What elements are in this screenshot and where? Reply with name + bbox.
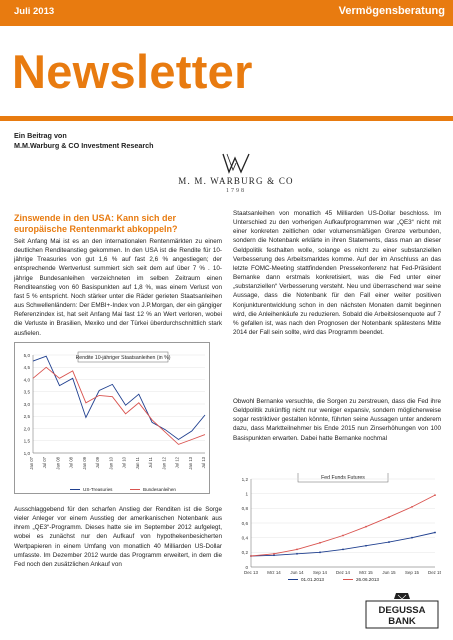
series-point bbox=[365, 526, 367, 528]
x-tick-label: Dec 13 bbox=[244, 570, 258, 575]
series-point bbox=[388, 541, 390, 543]
series-point bbox=[273, 553, 275, 555]
x-tick-label: Jan 13 bbox=[187, 457, 193, 470]
x-tick-label: Jan 07 bbox=[29, 457, 34, 470]
warburg-monogram-icon bbox=[221, 152, 251, 174]
article-left-p2: Ausschlaggebend für den scharfen Anstieg der Renditen ist die Sorge vieler Anleger vor einem Ausstieg der amerikanischen Notenbank aus ihrem „QE3“-Programm. Dieses hatte sie im September 2012 aufgelegt, wobei es zunächst nur den Aufkauf von hypothekenbesicherten Wertpapieren in einem Umfang von monatlich 40 Milliarden US-Dollar umfasste. Im Dezember 2012 wurde das Programm erweitert, in dem die Fed noch den zusätzlichen Ankauf von bbox=[14, 506, 222, 568]
series-point bbox=[250, 555, 252, 557]
page-title: Newsletter bbox=[12, 45, 253, 98]
series-point bbox=[319, 551, 321, 553]
degussa-emblem-icon bbox=[364, 593, 440, 629]
series-point bbox=[296, 549, 298, 551]
series-point bbox=[411, 506, 413, 508]
x-tick-label: Sep 15 bbox=[405, 570, 419, 575]
x-tick-label: Jan 11 bbox=[134, 457, 140, 470]
x-tick-label: Jan 10 bbox=[108, 457, 114, 470]
x-tick-label: Jul 09 bbox=[95, 457, 101, 469]
y-tick-label: 2,0 bbox=[23, 426, 30, 432]
x-tick-label: Jun 14 bbox=[290, 570, 304, 575]
x-tick-label: Jul 07 bbox=[42, 457, 48, 469]
title-rule bbox=[0, 116, 453, 121]
degussa-sub: BANK bbox=[388, 616, 416, 627]
x-tick-label: Jul 13 bbox=[201, 457, 206, 469]
degussa-name: DEGUSSA bbox=[378, 605, 426, 616]
series-point bbox=[296, 553, 298, 555]
logo-name: M. M. WARBURG & CO bbox=[178, 176, 294, 186]
series-point bbox=[319, 542, 321, 544]
section-name: Vermögensberatung bbox=[338, 5, 445, 17]
x-tick-label: Dez 15 bbox=[428, 570, 441, 575]
contribution-line1: Ein Beitrag von bbox=[14, 131, 67, 140]
series-point bbox=[388, 516, 390, 518]
legend-label-1: 26.06.2013 bbox=[356, 577, 379, 582]
yield-chart bbox=[14, 342, 210, 494]
y-tick-label: 1 bbox=[245, 491, 248, 497]
fed-futures-chart-svg bbox=[233, 473, 441, 583]
y-tick-label: 0,6 bbox=[241, 520, 248, 526]
fed-futures-chart bbox=[233, 473, 441, 583]
x-tick-label: Jan 09 bbox=[81, 457, 87, 470]
series-point bbox=[342, 549, 344, 551]
legend-label-0: US-Treasuries bbox=[83, 487, 113, 492]
article-headline: Zinswende in den USA: Kann sich der europäische Rentenmarkt abkoppeln? bbox=[14, 213, 178, 234]
y-tick-label: 0 bbox=[245, 564, 248, 570]
y-tick-label: 0,8 bbox=[241, 506, 248, 512]
y-tick-label: 0,4 bbox=[241, 535, 248, 541]
series-line-0 bbox=[33, 356, 205, 439]
y-tick-label: 1,2 bbox=[241, 476, 248, 482]
x-tick-label: Jan 12 bbox=[161, 457, 167, 470]
legend-label-0: 01.01.2013 bbox=[301, 577, 324, 582]
series-point bbox=[365, 545, 367, 547]
x-tick-label: Mrz 15 bbox=[359, 570, 373, 575]
logo-year: 1798 bbox=[226, 188, 246, 194]
x-tick-label: Jul 11 bbox=[148, 457, 154, 468]
series-point bbox=[434, 494, 436, 496]
y-tick-label: 1,5 bbox=[23, 438, 30, 444]
article-right-p1: Staatsanleihen von monatlich 45 Milliarden US-Dollar beschloss. Im Unterschied zu den vorherigen Aufkaufprogrammen war „QE3“ nicht mit einer konkreten zeitlichen oder volumensmäßigen Grenze verbunden, sondern die Notenbank erklärte in ihren Statements, dass man an dieser Geldpolitik festhalten wolle, solange es nicht zu einer substanziellen Verbesserung des Arbeitsmarktes komme. Auf der im Anschluss an das letzte FOMC-Meeting stattfindenden Pressekonferenz hat Fed-Präsident Bernanke dann erstmals konkretisiert, was die Fed unter einer „substanziellen“ Verbesserung versteht. Neu und überraschend war seine Aussage, dass die Notenbank für den Fall einer weiter positiven Konjunkturentwicklung schon in den nächsten Monaten damit beginnen wird, die Anleihenkäufe zu reduzieren. Sobald die Arbeitslosenquote auf 7 % gefallen ist, was nach den Prognosen der Notenbank spätestens Mitte 2014 der Fall sein sollte, wird das Programm beendet. bbox=[233, 210, 441, 337]
x-tick-label: Sep 14 bbox=[313, 570, 327, 575]
series-line-1 bbox=[33, 367, 205, 444]
contribution bbox=[14, 131, 154, 151]
y-tick-label: 1,0 bbox=[23, 450, 30, 456]
chart-title: Rendite 10-jähriger Staatsanleihen (in %) bbox=[75, 355, 171, 361]
chart-title: Fed Funds Futures bbox=[321, 475, 365, 481]
degussa-logo bbox=[364, 593, 440, 629]
x-tick-label: Jun 15 bbox=[382, 570, 396, 575]
y-tick-label: 5,0 bbox=[23, 352, 30, 358]
y-tick-label: 4,0 bbox=[23, 377, 30, 383]
article-right-p2: Obwohl Bernanke versuchte, die Sorgen zu zerstreuen, dass die Fed ihre Geldpolitik zukünftig nicht nur weniger expansiv, sondern möglicherweise sogar restriktiver gestalten könnte, führten seine Aussagen unter anderem dazu, dass Marktteilnehmer bis Ende 2015 nun Zinserhöhungen von 100 Basispunkten erwarten. Dabei hatte Bernanke nochmal bbox=[233, 398, 441, 442]
y-tick-label: 2,5 bbox=[23, 414, 30, 420]
header-bar bbox=[0, 0, 453, 26]
y-tick-label: 4,5 bbox=[23, 365, 30, 371]
series-line-1 bbox=[251, 495, 435, 556]
y-tick-label: 3,0 bbox=[23, 401, 30, 407]
x-tick-label: Jul 10 bbox=[121, 457, 127, 469]
series-point bbox=[342, 535, 344, 537]
issue-date: Juli 2013 bbox=[14, 6, 55, 17]
x-tick-label: Jul 08 bbox=[68, 457, 74, 469]
x-tick-label: Dez 14 bbox=[336, 570, 350, 575]
x-tick-label: Jan 08 bbox=[55, 457, 61, 470]
x-tick-label: Jul 12 bbox=[174, 457, 180, 469]
y-tick-label: 0,2 bbox=[241, 550, 248, 556]
legend-label-1: Bundesanleihen bbox=[143, 487, 176, 492]
series-point bbox=[434, 532, 436, 534]
contribution-line2: M.M.Warburg & CO Investment Research bbox=[14, 141, 154, 150]
warburg-logo bbox=[176, 152, 296, 200]
x-tick-label: Mrz 14 bbox=[267, 570, 281, 575]
article-left-p1: Seit Anfang Mai ist es an den internationalen Rentenmärkten zu einem deutlichen Renditeanstieg gekommen. In den USA ist die Rendite für 10-jährige Treasuries von gut 1,6 % auf fast 2,6 % angestiegen; der entsprechende Wertverlust summiert sich seit dem auf über 7 % . 10-jährige Bundesanleihen verzeichneten im selben Zeitraum einen Renditeanstieg von 60 Basispunkten auf 1,8 %, was einem Verlust von fast 5 % entspricht. Noch stärker unter die Räder gerieten Staatsanleihen aus Schwellenländern: Der EMBI+-Index von J.P.Morgan, der ein gängiger Referenzindex ist, hat seit Anfang Mai fast 12 % an Wert verloren, wobei die Verluste in Brasilien, Mexiko und der Türkei überdurchschnittlich stark ausfielen. bbox=[14, 238, 222, 337]
series-point bbox=[411, 537, 413, 539]
y-tick-label: 3,5 bbox=[23, 389, 30, 395]
yield-chart-svg bbox=[15, 343, 211, 495]
